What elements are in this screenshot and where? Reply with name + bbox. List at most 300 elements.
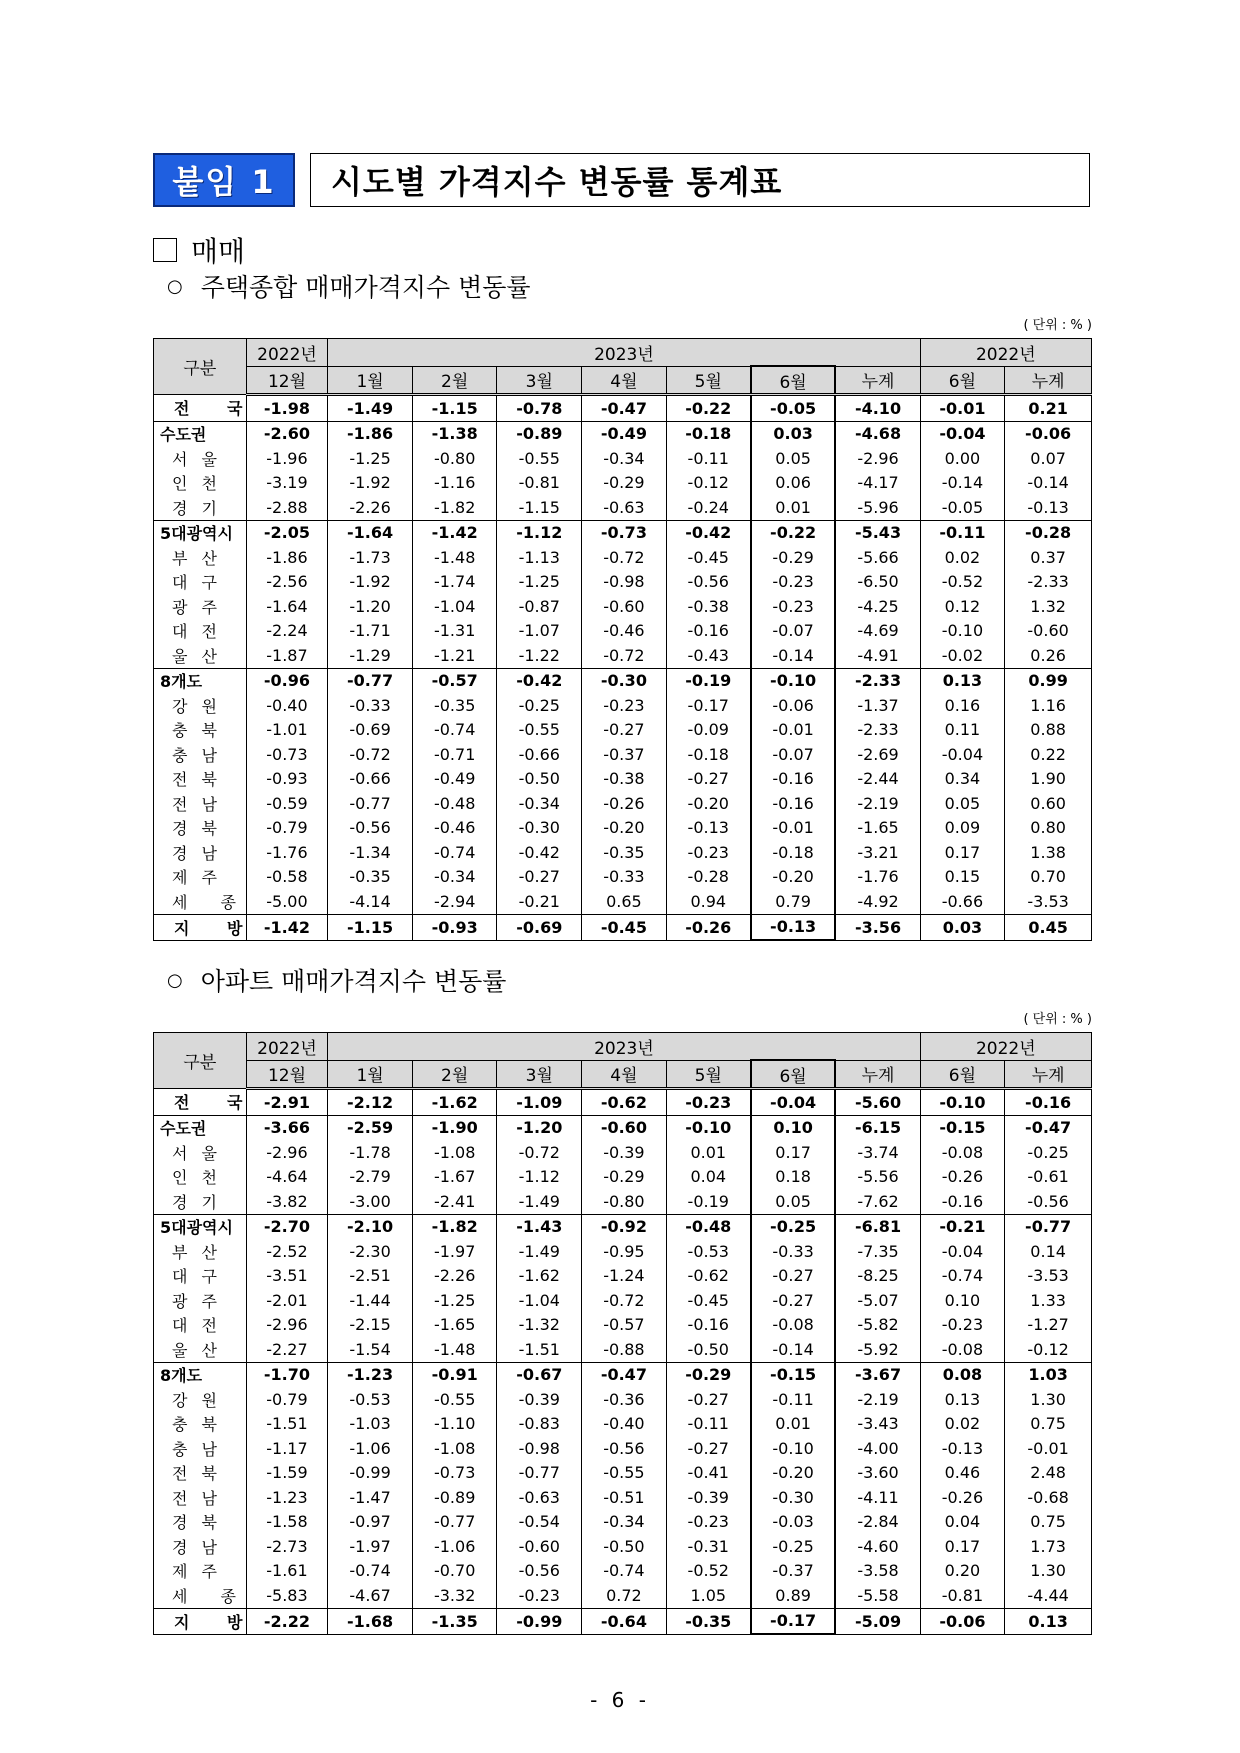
value-cell: -0.55 <box>497 718 582 743</box>
value-cell: 1.73 <box>1005 1534 1092 1559</box>
value-cell: -1.12 <box>497 520 582 545</box>
value-cell: -0.27 <box>666 767 751 792</box>
value-cell: -0.16 <box>666 619 751 644</box>
value-cell: -0.50 <box>666 1337 751 1362</box>
header-month: 6월 <box>751 366 836 395</box>
value-cell: -2.44 <box>835 767 920 792</box>
value-cell: -0.20 <box>666 791 751 816</box>
value-cell: -2.15 <box>328 1313 413 1338</box>
region-name <box>154 1214 247 1239</box>
region-name <box>154 1337 247 1362</box>
value-cell: -1.86 <box>246 545 328 570</box>
table-row <box>154 619 1092 644</box>
value-cell: -0.78 <box>497 395 582 422</box>
value-cell: -0.74 <box>412 840 497 865</box>
value-cell: -0.06 <box>1005 421 1092 446</box>
table-row <box>154 594 1092 619</box>
value-cell: 0.03 <box>751 421 836 446</box>
table-row <box>154 1559 1092 1584</box>
value-cell: -0.74 <box>920 1264 1005 1289</box>
region-name <box>154 1608 259 1634</box>
value-cell: -0.11 <box>666 1412 751 1437</box>
region-name <box>154 520 247 545</box>
circle-bullet-icon: ○ <box>167 969 183 991</box>
header-group-label: 구분 <box>154 1033 247 1089</box>
page-title: 시도별 가격지수 변동률 통계표 <box>310 153 1090 207</box>
value-cell: -0.35 <box>582 840 667 865</box>
value-cell: -0.13 <box>1005 495 1092 520</box>
value-cell: -3.19 <box>246 471 328 496</box>
value-cell: -0.87 <box>497 594 582 619</box>
region-label: 충북 <box>172 1415 231 1435</box>
value-cell: -0.66 <box>920 889 1005 914</box>
page-number: - 6 - <box>590 1688 650 1712</box>
value-cell: -0.26 <box>920 1485 1005 1510</box>
header-month: 4월 <box>582 1060 667 1089</box>
value-cell: -0.19 <box>666 1189 751 1214</box>
value-cell: -0.73 <box>582 520 667 545</box>
region-label: 대구 <box>172 573 231 593</box>
value-cell: -0.71 <box>412 742 497 767</box>
value-cell: -0.69 <box>497 914 582 940</box>
value-cell: -0.47 <box>1005 1115 1092 1140</box>
value-cell: -0.66 <box>328 767 413 792</box>
value-cell: -1.70 <box>246 1362 328 1387</box>
header-month: 5월 <box>666 1060 751 1089</box>
value-cell: -0.30 <box>751 1485 836 1510</box>
region-name <box>154 1510 247 1535</box>
value-cell: -0.02 <box>920 643 1005 668</box>
value-cell: -0.62 <box>666 1264 751 1289</box>
table-row <box>154 495 1092 520</box>
value-cell: -1.16 <box>412 471 497 496</box>
value-cell: -1.43 <box>497 1214 582 1239</box>
value-cell: -0.77 <box>328 791 413 816</box>
region-label: 5대광역시 <box>160 524 233 544</box>
value-cell: -6.15 <box>835 1115 920 1140</box>
value-cell: -0.20 <box>751 865 836 890</box>
value-cell: -2.19 <box>835 791 920 816</box>
value-cell: -0.53 <box>328 1387 413 1412</box>
value-cell: -0.29 <box>582 1165 667 1190</box>
value-cell: -0.81 <box>497 471 582 496</box>
value-cell: -5.56 <box>835 1165 920 1190</box>
value-cell: -2.52 <box>246 1239 328 1264</box>
value-cell: -1.15 <box>497 495 582 520</box>
value-cell: 0.60 <box>1005 791 1092 816</box>
region-label: 전 국 <box>174 399 259 419</box>
value-cell: -0.05 <box>751 395 836 422</box>
value-cell: -0.89 <box>412 1485 497 1510</box>
value-cell: -0.14 <box>1005 471 1092 496</box>
value-cell: 0.14 <box>1005 1239 1092 1264</box>
value-cell: -0.63 <box>497 1485 582 1510</box>
table-row <box>154 1436 1092 1461</box>
value-cell: -0.26 <box>666 914 751 940</box>
value-cell: -1.31 <box>412 619 497 644</box>
region-name <box>154 865 247 890</box>
value-cell: -0.04 <box>920 1239 1005 1264</box>
value-cell: -0.62 <box>582 1089 667 1116</box>
value-cell: -0.33 <box>582 865 667 890</box>
value-cell: -7.35 <box>835 1239 920 1264</box>
value-cell: 0.80 <box>1005 816 1092 841</box>
value-cell: 0.37 <box>1005 545 1092 570</box>
value-cell: -1.82 <box>412 1214 497 1239</box>
value-cell: -0.17 <box>666 693 751 718</box>
value-cell: -0.15 <box>920 1115 1005 1140</box>
value-cell: -1.03 <box>328 1412 413 1437</box>
value-cell: -2.26 <box>412 1264 497 1289</box>
value-cell: -0.77 <box>328 668 413 693</box>
value-cell: -1.27 <box>1005 1313 1092 1338</box>
table-row <box>154 395 1092 422</box>
value-cell: -0.46 <box>412 816 497 841</box>
value-cell: -3.74 <box>835 1140 920 1165</box>
value-cell: 0.79 <box>751 889 836 914</box>
table-row <box>154 1534 1092 1559</box>
table2-unit: ( 단위 : % ) <box>1023 1012 1092 1027</box>
value-cell: -5.09 <box>835 1608 920 1634</box>
value-cell: 0.00 <box>920 446 1005 471</box>
value-cell: -1.61 <box>246 1559 328 1584</box>
value-cell: -0.39 <box>582 1140 667 1165</box>
value-cell: -0.27 <box>582 718 667 743</box>
region-label: 지 방 <box>174 918 259 938</box>
region-label: 8개도 <box>160 672 203 692</box>
value-cell: -2.70 <box>246 1214 328 1239</box>
value-cell: -0.08 <box>920 1337 1005 1362</box>
region-name <box>154 791 247 816</box>
region-label: 수도권 <box>160 425 207 445</box>
value-cell: -0.08 <box>751 1313 836 1338</box>
region-label: 인천 <box>172 474 231 494</box>
value-cell: -0.06 <box>920 1608 1005 1634</box>
value-cell: -2.26 <box>328 495 413 520</box>
value-cell: -0.14 <box>751 1337 836 1362</box>
value-cell: 0.05 <box>751 1189 836 1214</box>
table-row <box>154 668 1092 693</box>
value-cell: -0.21 <box>920 1214 1005 1239</box>
value-cell: -1.62 <box>497 1264 582 1289</box>
value-cell: -0.79 <box>246 816 328 841</box>
value-cell: -0.72 <box>328 742 413 767</box>
value-cell: 0.15 <box>920 865 1005 890</box>
value-cell: -0.13 <box>920 1436 1005 1461</box>
value-cell: -0.54 <box>497 1510 582 1535</box>
value-cell: -1.86 <box>328 421 413 446</box>
value-cell: -0.99 <box>497 1608 582 1634</box>
table-row <box>154 1461 1092 1486</box>
table-row <box>154 1089 1092 1116</box>
value-cell: -1.15 <box>328 914 413 940</box>
value-cell: -1.17 <box>246 1436 328 1461</box>
value-cell: -2.12 <box>328 1089 413 1116</box>
value-cell: 1.30 <box>1005 1387 1092 1412</box>
value-cell: -3.60 <box>835 1461 920 1486</box>
value-cell: -0.01 <box>751 816 836 841</box>
region-label: 부산 <box>172 1242 231 1262</box>
region-name <box>154 668 247 693</box>
value-cell: -3.43 <box>835 1412 920 1437</box>
table2-heading-text: 아파트 매매가격지수 변동률 <box>200 967 507 996</box>
region-name <box>154 395 259 422</box>
region-name <box>154 1115 247 1140</box>
value-cell: -2.96 <box>835 446 920 471</box>
value-cell: -4.69 <box>835 619 920 644</box>
value-cell: -0.23 <box>582 693 667 718</box>
value-cell: -0.88 <box>582 1337 667 1362</box>
value-cell: -1.73 <box>328 545 413 570</box>
value-cell: -1.71 <box>328 619 413 644</box>
value-cell: -1.59 <box>246 1461 328 1486</box>
value-cell: -1.68 <box>328 1608 413 1634</box>
value-cell: -0.64 <box>582 1608 667 1634</box>
region-label: 전북 <box>172 1464 231 1484</box>
value-cell: -5.58 <box>835 1583 920 1608</box>
value-cell: 0.21 <box>1005 395 1092 422</box>
value-cell: -0.56 <box>666 570 751 595</box>
region-label: 제주 <box>172 1562 231 1582</box>
table-row <box>154 889 1092 914</box>
value-cell: -1.25 <box>328 446 413 471</box>
value-cell: -1.96 <box>246 446 328 471</box>
attachment-badge: 붙임 1 <box>153 153 295 207</box>
value-cell: -1.64 <box>246 594 328 619</box>
value-cell: -0.13 <box>666 816 751 841</box>
value-cell: -0.47 <box>582 395 667 422</box>
value-cell: -0.01 <box>751 718 836 743</box>
value-cell: -0.28 <box>1005 520 1092 545</box>
region-name <box>154 767 247 792</box>
value-cell: -0.12 <box>666 471 751 496</box>
value-cell: -0.91 <box>412 1362 497 1387</box>
value-cell: 1.32 <box>1005 594 1092 619</box>
value-cell: -0.26 <box>582 791 667 816</box>
value-cell: -3.00 <box>328 1189 413 1214</box>
value-cell: -1.22 <box>497 643 582 668</box>
value-cell: -0.10 <box>666 1115 751 1140</box>
table-row <box>154 1362 1092 1387</box>
value-cell: 0.70 <box>1005 865 1092 890</box>
table-row <box>154 446 1092 471</box>
value-cell: -0.50 <box>582 1534 667 1559</box>
header-group-label: 구분 <box>154 339 247 395</box>
value-cell: -0.56 <box>497 1559 582 1584</box>
value-cell: -0.41 <box>666 1461 751 1486</box>
value-cell: -0.98 <box>582 570 667 595</box>
value-cell: -5.60 <box>835 1089 920 1116</box>
value-cell: -1.76 <box>835 865 920 890</box>
value-cell: -2.33 <box>835 718 920 743</box>
header-month: 2월 <box>412 1060 497 1089</box>
value-cell: -0.48 <box>666 1214 751 1239</box>
table1-heading <box>167 268 531 304</box>
value-cell: -0.22 <box>666 395 751 422</box>
value-cell: -1.87 <box>246 643 328 668</box>
table-row <box>154 1313 1092 1338</box>
value-cell: -0.60 <box>497 1534 582 1559</box>
value-cell: -5.07 <box>835 1288 920 1313</box>
value-cell: -0.23 <box>751 594 836 619</box>
region-name <box>154 1362 247 1387</box>
header-month: 5월 <box>666 366 751 395</box>
region-name <box>154 1485 247 1510</box>
value-cell: -0.42 <box>497 668 582 693</box>
value-cell: -7.62 <box>835 1189 920 1214</box>
value-cell: -0.28 <box>666 865 751 890</box>
value-cell: 1.30 <box>1005 1559 1092 1584</box>
value-cell: -1.51 <box>497 1337 582 1362</box>
value-cell: -1.08 <box>412 1140 497 1165</box>
value-cell: -0.58 <box>246 865 328 890</box>
value-cell: -3.82 <box>246 1189 328 1214</box>
value-cell: -1.06 <box>328 1436 413 1461</box>
value-cell: 0.20 <box>920 1559 1005 1584</box>
value-cell: -0.67 <box>497 1362 582 1387</box>
table-row <box>154 545 1092 570</box>
value-cell: -1.82 <box>412 495 497 520</box>
table-row <box>154 520 1092 545</box>
value-cell: -1.09 <box>497 1089 582 1116</box>
value-cell: -0.34 <box>582 446 667 471</box>
value-cell: -1.44 <box>328 1288 413 1313</box>
value-cell: 0.05 <box>751 446 836 471</box>
value-cell: -1.38 <box>412 421 497 446</box>
region-label: 5대광역시 <box>160 1218 233 1238</box>
value-cell: -0.40 <box>582 1412 667 1437</box>
value-cell: -0.23 <box>666 840 751 865</box>
value-cell: -0.07 <box>751 619 836 644</box>
title-block <box>153 153 1090 209</box>
value-cell: 0.05 <box>920 791 1005 816</box>
header-month: 누계 <box>835 366 920 395</box>
region-name <box>154 495 247 520</box>
value-cell: -0.74 <box>582 1559 667 1584</box>
table-row <box>154 693 1092 718</box>
value-cell: 0.01 <box>666 1140 751 1165</box>
value-cell: -0.80 <box>582 1189 667 1214</box>
value-cell: -0.99 <box>328 1461 413 1486</box>
value-cell: -0.57 <box>412 668 497 693</box>
value-cell: -0.66 <box>497 742 582 767</box>
value-cell: -1.20 <box>497 1115 582 1140</box>
value-cell: -0.50 <box>497 767 582 792</box>
value-cell: -0.09 <box>666 718 751 743</box>
value-cell: -4.64 <box>246 1165 328 1190</box>
value-cell: -0.55 <box>582 1461 667 1486</box>
value-cell: -1.49 <box>497 1189 582 1214</box>
table-row <box>154 1189 1092 1214</box>
value-cell: -1.32 <box>497 1313 582 1338</box>
region-label: 광주 <box>172 597 231 617</box>
header-month: 12월 <box>246 366 328 395</box>
value-cell: 0.02 <box>920 545 1005 570</box>
region-name <box>154 1140 247 1165</box>
table1-heading-text: 주택종합 매매가격지수 변동률 <box>200 273 531 302</box>
header-year: 2022년 <box>920 1033 1091 1061</box>
value-cell: -2.69 <box>835 742 920 767</box>
value-cell: 0.18 <box>751 1165 836 1190</box>
value-cell: -0.48 <box>412 791 497 816</box>
value-cell: -0.20 <box>751 1461 836 1486</box>
value-cell: -0.92 <box>582 1214 667 1239</box>
value-cell: -2.01 <box>246 1288 328 1313</box>
value-cell: -0.74 <box>412 718 497 743</box>
region-label: 서울 <box>172 449 231 469</box>
region-name <box>154 816 247 841</box>
value-cell: -0.31 <box>666 1534 751 1559</box>
value-cell: -0.42 <box>666 520 751 545</box>
circle-bullet-icon: ○ <box>167 275 183 297</box>
value-cell: -4.44 <box>1005 1583 1092 1608</box>
value-cell: 0.04 <box>666 1165 751 1190</box>
header-year: 2022년 <box>246 1033 328 1061</box>
value-cell: 0.65 <box>582 889 667 914</box>
table-row <box>154 865 1092 890</box>
value-cell: -0.72 <box>582 545 667 570</box>
table-row <box>154 816 1092 841</box>
value-cell: 0.16 <box>920 693 1005 718</box>
value-cell: -3.32 <box>412 1583 497 1608</box>
value-cell: 0.07 <box>1005 446 1092 471</box>
region-label: 울산 <box>172 646 231 666</box>
value-cell: -0.17 <box>751 1608 836 1634</box>
value-cell: 0.89 <box>751 1583 836 1608</box>
value-cell: -1.04 <box>412 594 497 619</box>
value-cell: -2.41 <box>412 1189 497 1214</box>
region-label: 전남 <box>172 794 231 814</box>
value-cell: -0.34 <box>412 865 497 890</box>
value-cell: -0.38 <box>666 594 751 619</box>
value-cell: -0.34 <box>582 1510 667 1535</box>
region-name <box>154 718 247 743</box>
value-cell: -0.61 <box>1005 1165 1092 1190</box>
value-cell: -2.33 <box>835 668 920 693</box>
value-cell: -0.11 <box>666 446 751 471</box>
value-cell: 2.48 <box>1005 1461 1092 1486</box>
value-cell: -4.11 <box>835 1485 920 1510</box>
value-cell: -0.04 <box>920 421 1005 446</box>
region-name <box>154 594 247 619</box>
value-cell: -1.48 <box>412 545 497 570</box>
header-month: 6월 <box>920 366 1005 395</box>
table-row <box>154 570 1092 595</box>
region-label: 경북 <box>172 819 231 839</box>
region-label: 전 국 <box>174 1093 259 1113</box>
value-cell: -2.30 <box>328 1239 413 1264</box>
value-cell: -0.51 <box>582 1485 667 1510</box>
value-cell: -0.06 <box>751 693 836 718</box>
region-label: 경기 <box>172 498 231 518</box>
value-cell: -0.35 <box>666 1608 751 1634</box>
value-cell: -5.00 <box>246 889 328 914</box>
value-cell: 1.90 <box>1005 767 1092 792</box>
value-cell: -8.25 <box>835 1264 920 1289</box>
value-cell: -0.72 <box>582 643 667 668</box>
value-cell: -0.04 <box>920 742 1005 767</box>
value-cell: -0.05 <box>920 495 1005 520</box>
value-cell: -2.84 <box>835 1510 920 1535</box>
data-table <box>153 338 1092 941</box>
value-cell: 0.45 <box>1005 914 1092 940</box>
value-cell: -1.54 <box>328 1337 413 1362</box>
header-year: 2022년 <box>920 339 1091 367</box>
value-cell: -0.24 <box>666 495 751 520</box>
header-month: 1월 <box>328 366 413 395</box>
value-cell: -0.23 <box>751 570 836 595</box>
value-cell: -0.95 <box>582 1239 667 1264</box>
